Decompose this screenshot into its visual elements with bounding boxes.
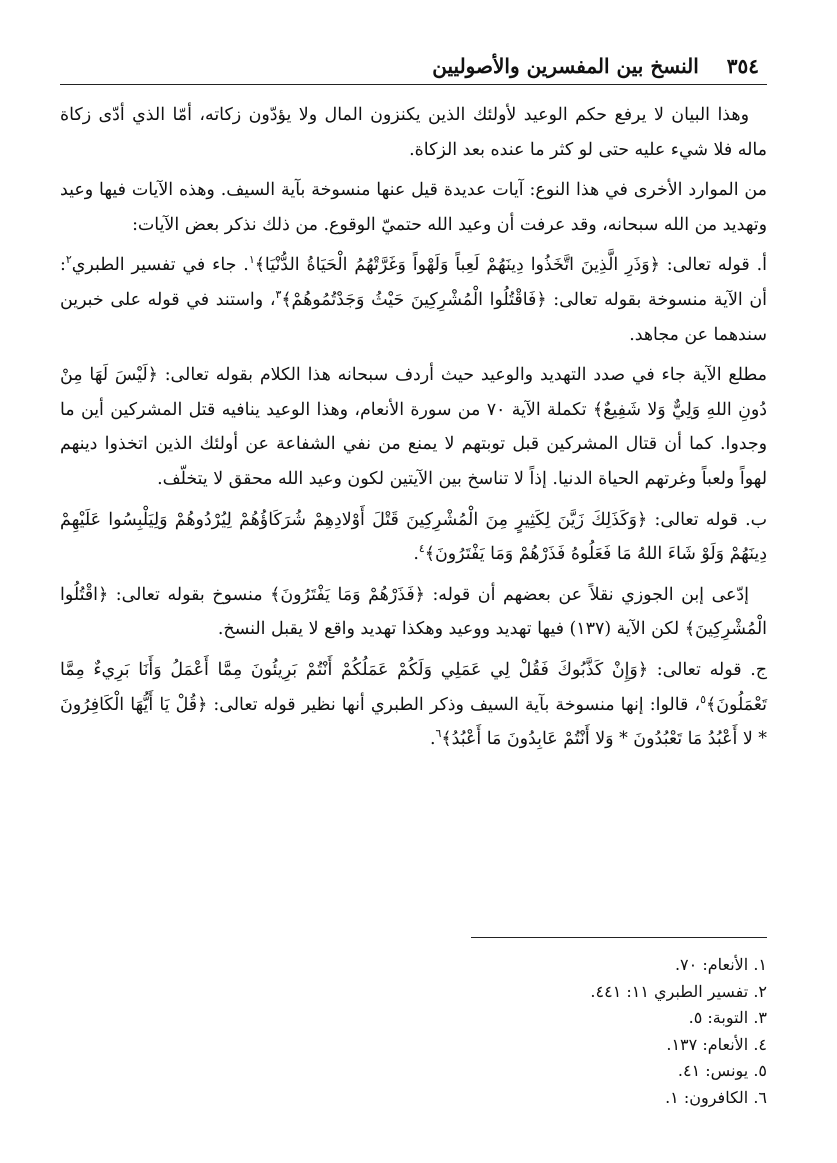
footnote-3: ٣. التوبة: ٥. [688, 1008, 767, 1027]
footnote-ref-4[interactable]: ٤ [418, 542, 425, 556]
footnote-6: ٦. الكافرون: ١. [665, 1087, 767, 1107]
item-c-lead: ج. قوله تعالى: [648, 659, 767, 680]
item-b-lead: ب. قوله تعالى: [647, 509, 767, 530]
item-c-verse-1: ﴿وَإِنْ كَذَّبُوكَ فَقُلْ لِي عَمَلِي وَلَكُمْ عَمَلُكُمْ أَنْتُمْ بَرِيئُونَ مِمَّا أَعْمَلُ وَأَنَا بَرِيءٌ مِمَّا تَعْمَلُونَ﴾ [60, 659, 767, 715]
jawzi-mid: منسوخ بقوله تعالى: [108, 584, 271, 605]
paragraph-zakat: وهذا البيان لا يرفع حكم الوعيد لأولئك الذين يكنزون المال ولا يؤدّون زكاته، أمّا الذي أدّى زكاة ماله فلا شيء عليه حتى لو كثر ما عنده بعد الزكاة. [60, 105, 767, 160]
matla-verse: ﴿لَيْسَ لَهَا مِنْ دُونِ اللهِ وَلِيٌّ وَلا شَفِيعٌ﴾ [60, 365, 767, 420]
item-c-tail: . [429, 729, 436, 750]
item-a-mid-2: : أن الآية منسوخة بقوله تعالى: [60, 255, 767, 310]
footnote-ref-2[interactable]: ٢ [65, 253, 72, 267]
item-b [60, 503, 767, 572]
footnotes [407, 952, 767, 1111]
item-a-tail: ، واستند في قوله على خبرين سندهما عن مجاهد. [60, 289, 767, 345]
jawzi-lead: إدّعى إبن الجوزي نقلاً عن بعضهم أن قوله: [424, 584, 750, 605]
footnote-5: ٥. يونس: ٤١. [677, 1061, 767, 1080]
paragraph-other-cases: من الموارد الأخرى في هذا النوع: آيات عديدة قيل عنها منسوخة بآية السيف. وهذه الآيات فيها وعيد وتهديد من الله سبحانه، وقد عرفت أن وعيد الله حتميّ الوقوع. من ذلك نذكر بعض الآيات: [60, 180, 767, 235]
jawzi-verse-2: ﴿اقْتُلُوا الْمُشْرِكِينَ﴾ [60, 584, 767, 640]
main-text [60, 98, 767, 757]
item-a-lead: أ. قوله تعالى: [659, 255, 767, 276]
item-a-verse-1: ﴿وَذَرِ الَّذِينَ اتَّخَذُوا دِينَهُمْ لَعِباً وَلَهْواً وَغَرَّتْهُمُ الْحَيَاةُ الدُّنْيَا﴾ [254, 255, 660, 276]
footnote-ref-3[interactable]: ٣ [275, 288, 282, 302]
header-rule [60, 84, 767, 85]
item-a-mid: . جاء في تفسير الطبري [71, 255, 249, 276]
page-number: ٣٥٤ [726, 54, 759, 78]
paragraph-ibn-jawzi [60, 578, 767, 647]
paragraph-verse-context [60, 358, 767, 496]
matla-tail: تكملة الآية ٧٠ من سورة الأنعام، وهذا الوعيد ينافيه قتل المشركين أين ما وجدوا. كما أن قتال المشركين قبل توبتهم لا يمنع من نفي الشفاعة عن أولئك الذين اتخذوا دينهم لهواً ولعباً وغرتهم الحياة الدنيا. إذاً لا تناسخ بين الآيتين لكون وعيد الله محقق لا يتخلّف. [60, 399, 767, 489]
item-b-tail: . [413, 544, 419, 565]
item-a [60, 248, 767, 352]
jawzi-tail: لكن الآية (١٣٧) فيها تهديد ووعيد وهكذا تهديد واقع لا يقبل النسخ. [217, 619, 685, 640]
item-b-verse: ﴿وَكَذَلِكَ زَيَّنَ لِكَثِيرٍ مِنَ الْمُشْرِكِينَ قَتْلَ أَوْلادِهِمْ شُرَكَاؤُهُمْ لِيُرْدُوهُمْ وَلِيَلْبِسُوا عَلَيْهِمْ دِينَهُمْ وَلَوْ شَاءَ اللهُ مَا فَعَلُوهُ فَذَرْهُمْ وَمَا يَفْتَرُونَ﴾ [60, 509, 767, 565]
footnote-ref-5[interactable]: ٥ [700, 692, 706, 706]
page-header [60, 34, 759, 78]
footnote-ref-6[interactable]: ٦ [435, 727, 442, 741]
footnote-separator [471, 937, 767, 938]
footnote-ref-1[interactable]: ١ [248, 253, 255, 267]
item-a-verse-2: ﴿فَاقْتُلُوا الْمُشْرِكِينَ حَيْثُ وَجَدْتُمُوهُمْ﴾ [281, 289, 547, 310]
matla-lead: مطلع الآية جاء في صدد التهديد والوعيد حيث أردف سبحانه هذا الكلام بقوله تعالى: [157, 365, 767, 386]
jawzi-verse-1: ﴿فَذَرْهُمْ وَمَا يَفْتَرُونَ﴾ [270, 584, 425, 605]
item-c-mid: ، قالوا: إنها منسوخة بآية السيف وذكر الطبري أنها نظير قوله تعالى: [207, 694, 701, 715]
footnote-4: ٤. الأنعام: ١٣٧. [666, 1034, 767, 1054]
item-c [60, 653, 767, 757]
item-c-verse-2: ﴿قُلْ يَا أَيُّهَا الْكَافِرُونَ * لا أَعْبُدُ مَا تَعْبُدُونَ * وَلا أَنْتُمْ عَابِدُونَ مَا أَعْبُدُ﴾ [60, 694, 767, 750]
footnote-2: ٢. تفسير الطبري ١١: ٤٤١. [590, 981, 767, 1001]
running-title: النسخ بين المفسرين والأصوليين [432, 54, 699, 78]
footnote-1: ١. الأنعام: ٧٠. [674, 955, 767, 974]
